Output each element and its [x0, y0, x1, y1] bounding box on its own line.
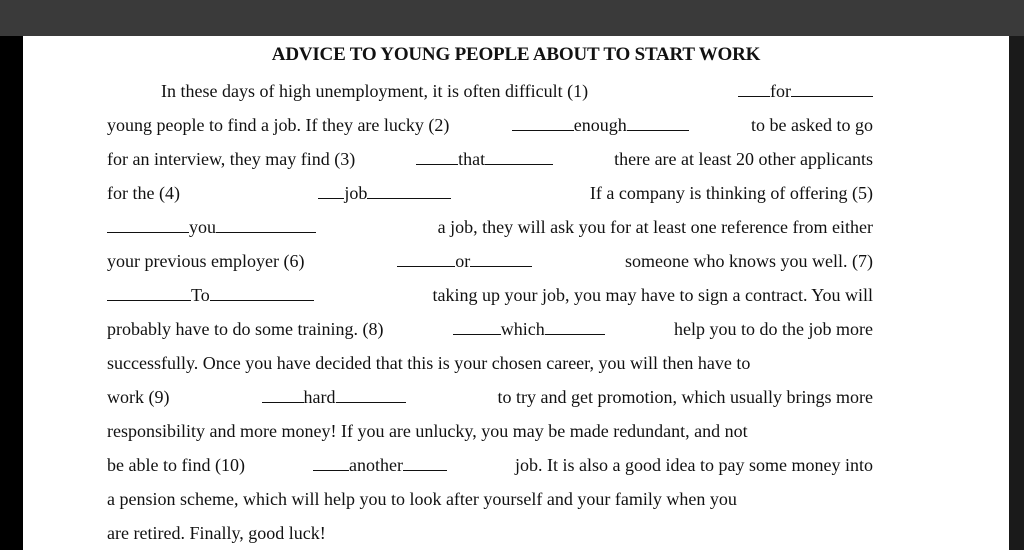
blank-before [397, 250, 455, 267]
passage-line [107, 448, 873, 482]
line-text: job. It is also a good idea to pay some money into [515, 455, 873, 475]
blank-before [738, 80, 770, 97]
blank-before [107, 284, 191, 301]
passage-line [107, 210, 873, 244]
line-text: there are at least 20 other applicants [614, 149, 873, 169]
answer-hint-word: job [344, 183, 368, 203]
line-text: responsibility and more money! If you are unlucky, you may be made redundant, and not [107, 421, 748, 441]
answer-hint-word: enough [573, 115, 627, 135]
blank-after [627, 114, 689, 131]
gap-cluster [416, 142, 553, 176]
blank-after [545, 318, 605, 335]
gap-cluster [512, 108, 689, 142]
viewer-right-edge [1009, 36, 1024, 550]
passage-line [107, 74, 873, 108]
viewer-top-bar [0, 0, 1024, 36]
blank-after [403, 454, 447, 471]
answer-hint-word: To [191, 285, 210, 305]
line-text: someone who knows you well. (7) [625, 251, 873, 271]
gap-cluster [262, 380, 406, 414]
blank-after [336, 386, 406, 403]
line-text: to try and get promotion, which usually brings more [497, 387, 873, 407]
blank-before [416, 148, 458, 165]
line-text: a pension scheme, which will help you to look after yourself and your family when you [107, 489, 737, 509]
passage-line [107, 380, 873, 414]
blank-after [216, 216, 316, 233]
passage-line [107, 346, 873, 380]
blank-before [107, 216, 189, 233]
line-text: to be asked to go [751, 115, 873, 135]
page-title: ADVICE TO YOUNG PEOPLE ABOUT TO START WORK [271, 44, 761, 65]
passage-line [107, 142, 873, 176]
gap-cluster [107, 210, 316, 244]
line-text: help you to do the job more [674, 319, 873, 339]
passage-line [107, 516, 873, 550]
gap-cluster [397, 244, 532, 278]
gap-cluster [738, 74, 873, 108]
passage-line [107, 244, 873, 278]
passage-line [107, 108, 873, 142]
blank-before [313, 454, 349, 471]
line-text: probably have to do some training. (8) [107, 319, 384, 339]
passage-line [107, 312, 873, 346]
line-text: If a company is thinking of offering (5) [589, 183, 873, 203]
answer-hint-word: you [189, 217, 216, 237]
passage-line [107, 278, 873, 312]
passage [107, 74, 873, 550]
blank-after [367, 182, 451, 199]
answer-hint-word: for [770, 81, 791, 101]
blank-after [210, 284, 314, 301]
line-text: young people to find a job. If they are lucky (2) [107, 115, 450, 135]
blank-before [512, 114, 574, 131]
passage-line [107, 414, 873, 448]
line-text: for an interview, they may find (3) [107, 149, 356, 169]
blank-after [470, 250, 532, 267]
blank-after [485, 148, 553, 165]
answer-hint-word: or [455, 251, 471, 271]
blank-before [262, 386, 304, 403]
gap-cluster [107, 278, 314, 312]
line-text: be able to find (10) [107, 455, 245, 475]
blank-after [791, 80, 873, 97]
blank-before [318, 182, 344, 199]
blank-before [453, 318, 501, 335]
line-text: are retired. Finally, good luck! [107, 523, 326, 543]
answer-hint-word: which [500, 319, 545, 339]
line-text: In these days of high unemployment, it is often difficult (1) [161, 81, 589, 101]
passage-line [107, 176, 873, 210]
line-text: your previous employer (6) [107, 251, 305, 271]
gap-cluster [453, 312, 605, 346]
gap-cluster [318, 176, 451, 210]
answer-hint-word: hard [303, 387, 336, 407]
answer-hint-word: another [349, 455, 403, 475]
document-page [23, 36, 1009, 550]
line-text: successfully. Once you have decided that this is your chosen career, you will then have to [107, 353, 751, 373]
line-text: for the (4) [107, 183, 180, 203]
answer-hint-word: that [458, 149, 486, 169]
line-text: a job, they will ask you for at least one reference from either [437, 217, 873, 237]
passage-line [107, 482, 873, 516]
gap-cluster [313, 448, 447, 482]
line-text: taking up your job, you may have to sign a contract. You will [432, 285, 873, 305]
line-text: work (9) [107, 387, 170, 407]
